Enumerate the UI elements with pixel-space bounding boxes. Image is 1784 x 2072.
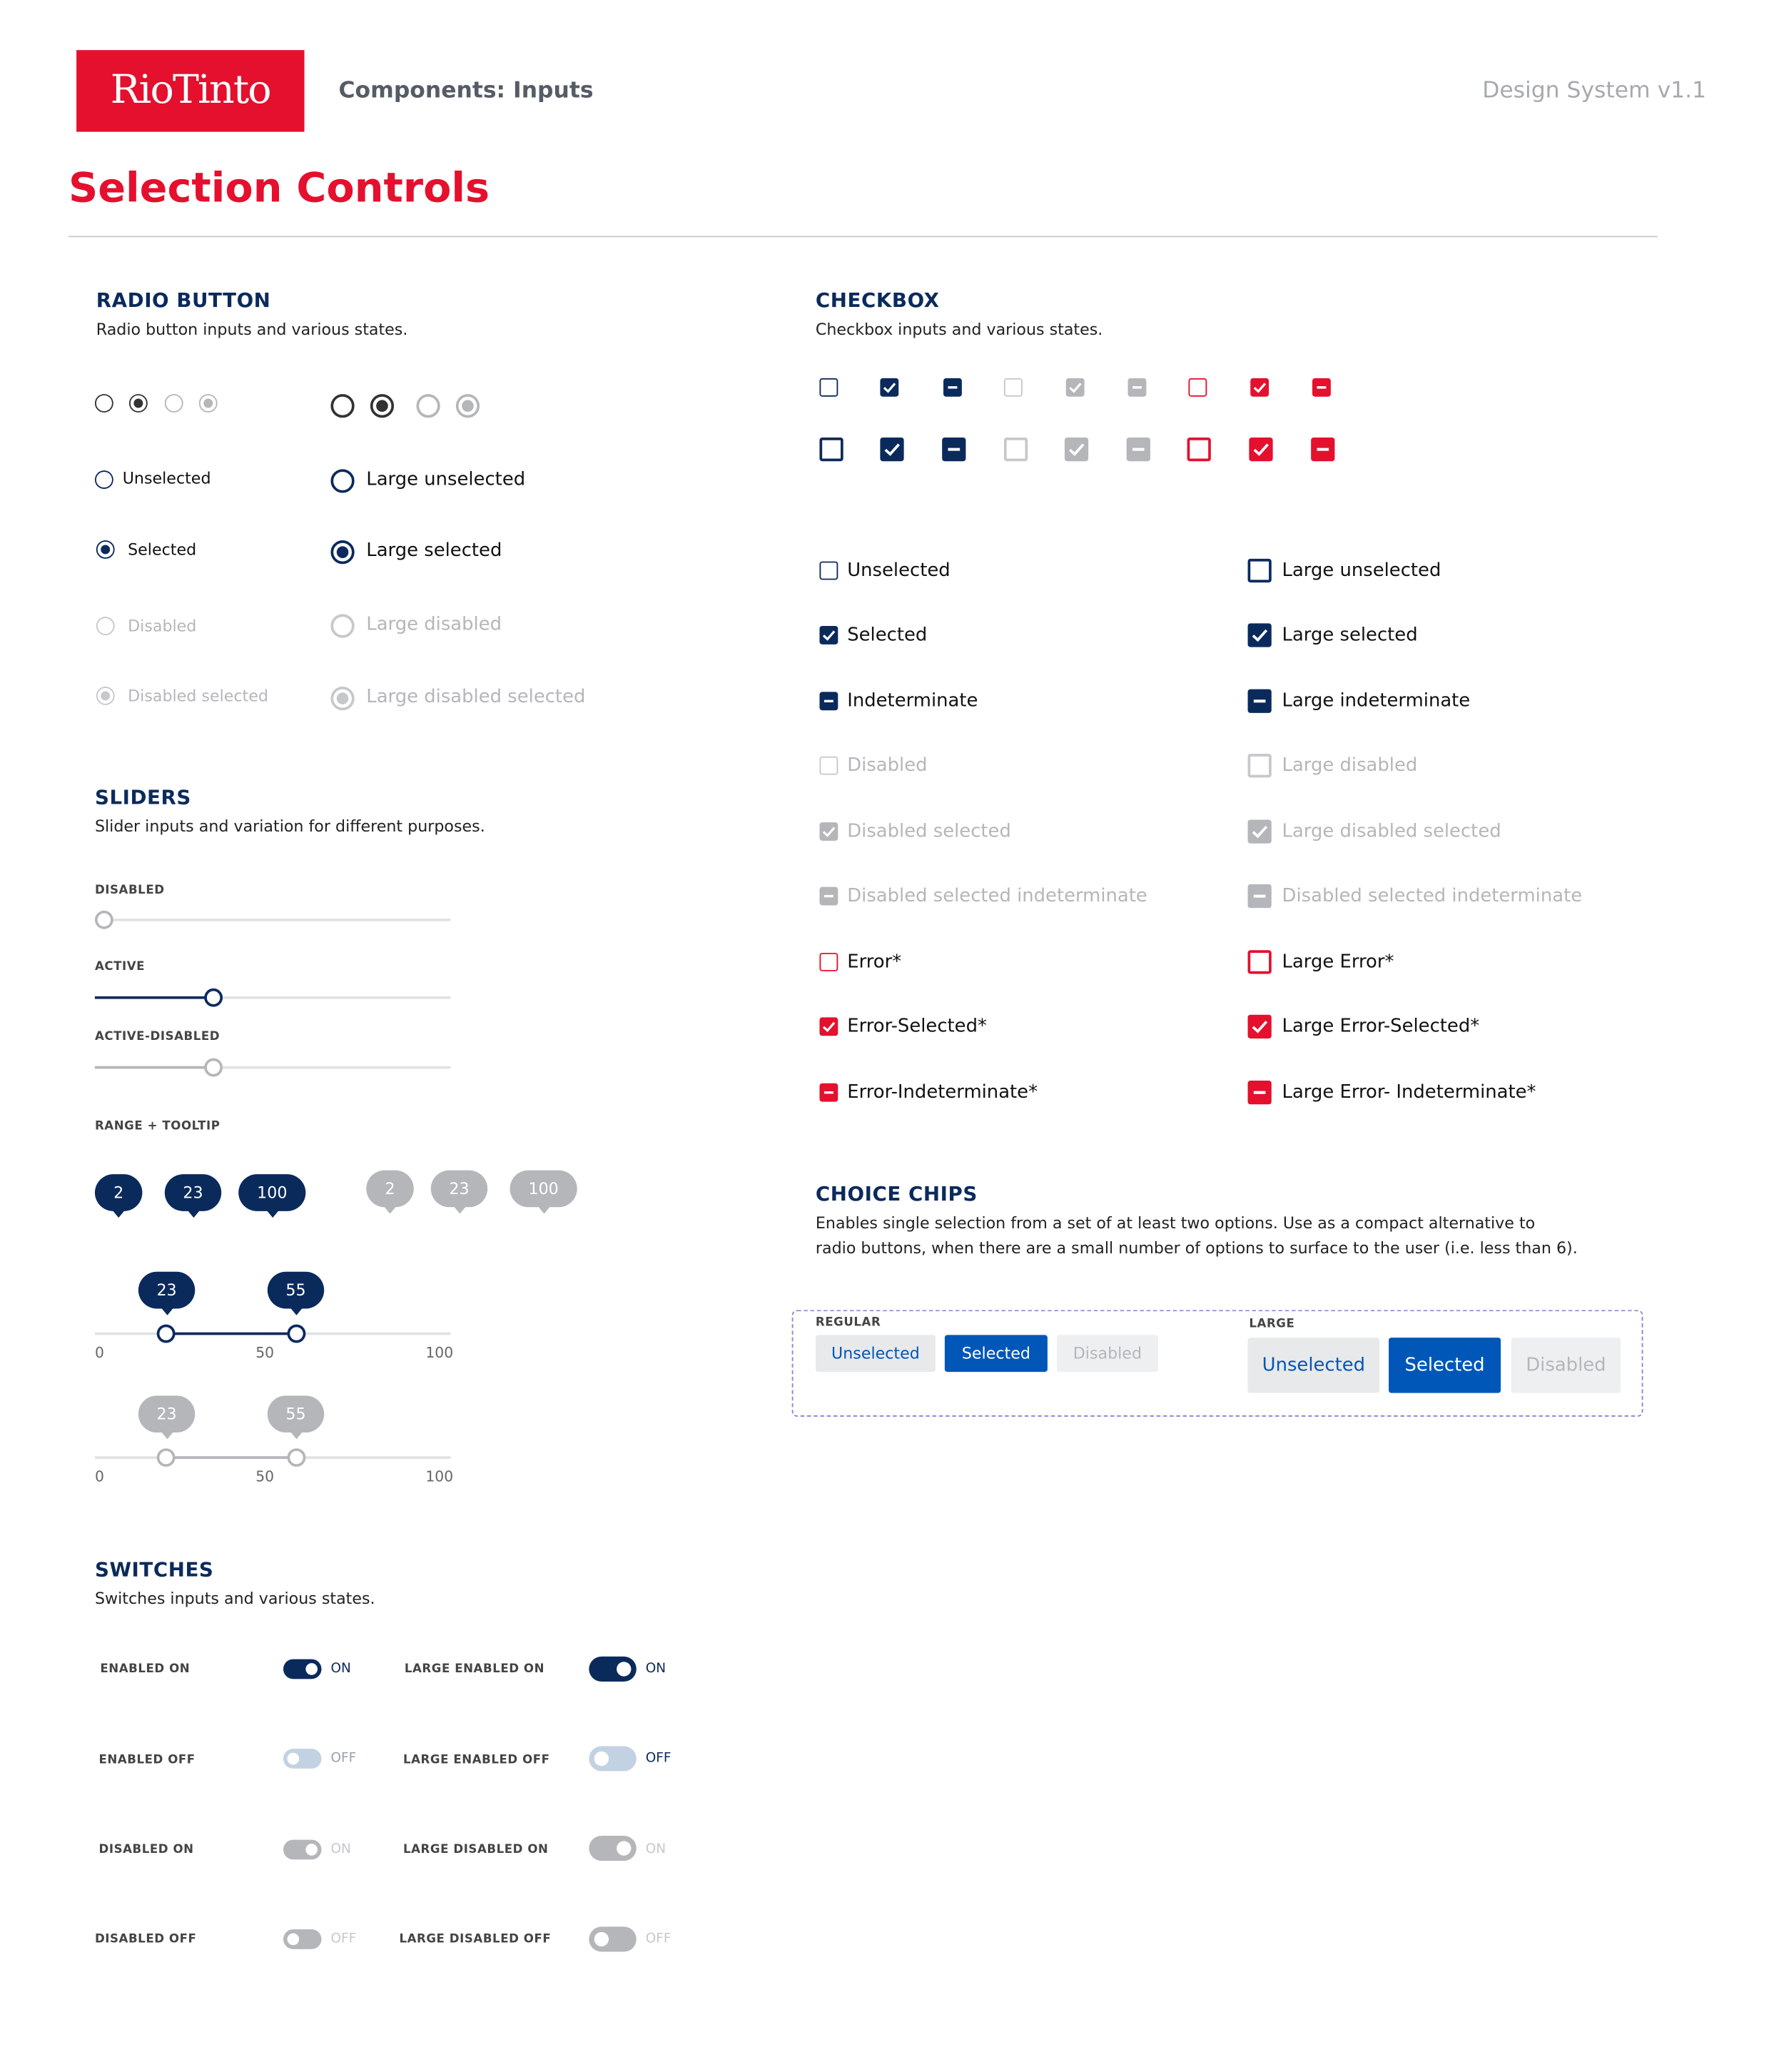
switch-label-large-disabled-off: LARGE DISABLED OFF xyxy=(399,1933,552,1947)
slider-active-disabled-fill xyxy=(95,1066,213,1069)
radio-large-disabled-selected-example xyxy=(330,687,354,710)
range-disabled-tick-100: 100 xyxy=(425,1467,454,1485)
sliders-section-title: SLIDERS xyxy=(94,785,191,809)
range-slider-fill xyxy=(166,1333,297,1335)
checkbox-large-indeterminate-example[interactable] xyxy=(1248,689,1272,713)
tooltip-disabled-2: 2 xyxy=(366,1171,413,1208)
checkbox-section-desc: Checkbox inputs and various states. xyxy=(815,320,1103,339)
checkbox-label-large-disabled-indeterminate: Disabled selected indeterminate xyxy=(1282,885,1583,907)
range-disabled-thumb-high xyxy=(288,1448,306,1467)
chip-regular-unselected[interactable]: Unselected xyxy=(816,1335,936,1372)
slider-active-fill xyxy=(95,996,213,999)
checkbox-indeterminate[interactable] xyxy=(943,378,962,397)
checkbox-label-large-unselected: Large unselected xyxy=(1282,560,1441,582)
radio-large-unselected[interactable] xyxy=(330,394,354,418)
switch-large-enabled-off[interactable] xyxy=(589,1746,636,1771)
radio-label-unselected: Unselected xyxy=(122,469,211,488)
tooltip-active-100: 100 xyxy=(238,1174,305,1211)
radio-large-disabled xyxy=(416,394,440,418)
radio-section-title: RADIO BUTTON xyxy=(96,288,271,313)
slider-active-disabled-label: ACTIVE-DISABLED xyxy=(94,1030,221,1044)
checkbox-large-error-selected[interactable] xyxy=(1249,438,1272,461)
radio-section-desc: Radio button inputs and various states. xyxy=(96,320,408,339)
range-tooltip-low: 23 xyxy=(138,1272,195,1309)
tooltip-active-2: 2 xyxy=(95,1174,142,1211)
range-tick-50: 50 xyxy=(255,1344,275,1362)
page-title: Selection Controls xyxy=(69,164,490,213)
checkbox-error-indeterminate-example[interactable] xyxy=(819,1083,838,1102)
checkbox-unselected[interactable] xyxy=(819,378,838,397)
checkbox-indeterminate-example[interactable] xyxy=(819,692,838,710)
range-disabled-tooltip-high: 55 xyxy=(268,1395,324,1432)
chips-section-desc-line1: Enables single selection from a set of at least two options. Use as a compact alternative to xyxy=(815,1213,1536,1233)
chips-regular-label: REGULAR xyxy=(815,1316,881,1330)
radio-label-large-selected: Large selected xyxy=(366,540,502,562)
chip-large-selected[interactable]: Selected xyxy=(1389,1338,1501,1393)
switch-disabled-on xyxy=(283,1840,322,1860)
range-disabled-thumb-low xyxy=(157,1448,176,1467)
checkbox-error-selected[interactable] xyxy=(1250,378,1269,397)
section-title: Components: Inputs xyxy=(338,77,594,104)
checkbox-error[interactable] xyxy=(1188,378,1207,397)
checkbox-disabled-selected xyxy=(1066,378,1085,397)
checkbox-label-large-disabled-selected: Large disabled selected xyxy=(1282,821,1501,842)
tooltip-active-23: 23 xyxy=(165,1174,221,1211)
checkbox-disabled-example xyxy=(819,757,838,775)
switch-disabled-state-on: ON xyxy=(330,1842,351,1857)
switch-enabled-on[interactable] xyxy=(283,1659,322,1679)
checkbox-label-disabled-selected: Disabled selected xyxy=(847,821,1011,842)
checkbox-selected[interactable] xyxy=(880,378,898,397)
switch-large-disabled-state-off: OFF xyxy=(645,1931,671,1947)
radio-selected[interactable] xyxy=(129,394,148,413)
checkbox-label-large-indeterminate: Large indeterminate xyxy=(1282,690,1471,712)
switch-large-state-on: ON xyxy=(645,1662,667,1677)
checkbox-large-selected-example[interactable] xyxy=(1248,623,1272,647)
range-tooltip-high: 55 xyxy=(268,1272,324,1309)
switch-large-enabled-on[interactable] xyxy=(589,1657,636,1682)
switch-disabled-off xyxy=(283,1929,322,1949)
checkbox-error-indeterminate[interactable] xyxy=(1312,378,1331,397)
checkbox-label-unselected: Unselected xyxy=(847,560,951,582)
switch-label-enabled-on: ENABLED ON xyxy=(100,1663,191,1677)
switch-large-disabled-state-on: ON xyxy=(645,1842,667,1857)
checkbox-large-error[interactable] xyxy=(1187,438,1211,461)
checkbox-large-error-selected-example[interactable] xyxy=(1248,1015,1272,1038)
checkbox-selected-example[interactable] xyxy=(819,626,838,645)
checkbox-disabled-selected-example xyxy=(819,822,838,841)
checkbox-disabled-indeterminate-example xyxy=(819,887,838,906)
title-divider xyxy=(69,236,1658,238)
chips-section-title: CHOICE CHIPS xyxy=(815,1182,978,1206)
switch-label-large-enabled-off: LARGE ENABLED OFF xyxy=(402,1754,550,1768)
checkbox-error-example[interactable] xyxy=(819,953,838,971)
checkbox-error-selected-example[interactable] xyxy=(819,1017,838,1036)
checkbox-large-error-indeterminate-example[interactable] xyxy=(1248,1081,1272,1104)
switch-large-disabled-on xyxy=(589,1836,636,1861)
radio-label-disabled: Disabled xyxy=(128,617,197,635)
chip-large-disabled: Disabled xyxy=(1511,1338,1621,1393)
checkbox-label-large-selected: Large selected xyxy=(1282,625,1418,646)
sliders-section-desc: Slider inputs and variation for different purposes. xyxy=(94,817,485,836)
switch-label-large-disabled-on: LARGE DISABLED ON xyxy=(402,1844,549,1857)
checkbox-label-large-error-indeterminate: Large Error- Indeterminate* xyxy=(1282,1081,1536,1103)
checkbox-label-error-selected: Error-Selected* xyxy=(847,1016,987,1038)
radio-large-unselected-example[interactable] xyxy=(330,469,354,492)
checkbox-large-selected[interactable] xyxy=(880,438,903,461)
chips-large-label: LARGE xyxy=(1249,1318,1295,1331)
range-slider-thumb-high[interactable] xyxy=(288,1325,306,1343)
radio-unselected[interactable] xyxy=(95,394,113,413)
range-disabled-tick-0: 0 xyxy=(94,1467,104,1485)
radio-label-selected: Selected xyxy=(128,540,197,559)
tooltip-disabled-23: 23 xyxy=(431,1171,487,1208)
slider-active-label: ACTIVE xyxy=(94,961,146,974)
checkbox-section-title: CHECKBOX xyxy=(815,288,940,313)
checkbox-label-error-indeterminate: Error-Indeterminate* xyxy=(847,1081,1038,1103)
radio-label-large-disabled: Large disabled xyxy=(366,614,502,635)
range-disabled-tooltip-low: 23 xyxy=(138,1395,195,1432)
slider-range-tooltip-label: RANGE + TOOLTIP xyxy=(94,1120,221,1133)
switch-enabled-off[interactable] xyxy=(283,1749,322,1769)
radio-label-large-disabled-selected: Large disabled selected xyxy=(366,686,586,708)
checkbox-label-selected: Selected xyxy=(847,625,928,646)
slider-active-disabled-thumb xyxy=(204,1058,223,1077)
checkbox-label-large-disabled: Large disabled xyxy=(1282,754,1418,777)
range-tick-100: 100 xyxy=(425,1344,454,1362)
checkbox-large-unselected-example[interactable] xyxy=(1248,559,1272,582)
checkbox-large-unselected[interactable] xyxy=(819,438,843,461)
radio-unselected-example[interactable] xyxy=(95,470,113,489)
switch-large-state-off: OFF xyxy=(645,1751,671,1767)
radio-label-disabled-selected: Disabled selected xyxy=(128,686,268,705)
radio-large-selected[interactable] xyxy=(370,394,394,418)
chip-regular-disabled: Disabled xyxy=(1057,1335,1158,1372)
chip-large-unselected[interactable]: Unselected xyxy=(1248,1338,1380,1393)
checkbox-label-disabled: Disabled xyxy=(847,754,928,777)
chips-section-desc-line2: radio buttons, when there are a small number of options to surface to the user (i.e. less than 6). xyxy=(815,1238,1578,1258)
radio-label-large-unselected: Large unselected xyxy=(366,469,526,490)
checkbox-disabled-indeterminate xyxy=(1128,378,1147,397)
checkbox-label-large-error-selected: Large Error-Selected* xyxy=(1282,1016,1480,1038)
checkbox-large-disabled xyxy=(1004,438,1028,461)
checkbox-large-disabled-selected xyxy=(1065,438,1088,461)
slider-disabled-label: DISABLED xyxy=(94,884,165,898)
switches-section-title: SWITCHES xyxy=(94,1557,214,1582)
slider-disabled-track xyxy=(95,919,451,921)
radio-disabled xyxy=(165,394,183,413)
checkbox-label-disabled-indeterminate: Disabled selected indeterminate xyxy=(847,885,1147,907)
checkbox-disabled xyxy=(1004,378,1023,397)
radio-disabled-selected-example xyxy=(96,687,115,705)
switch-label-disabled-on: DISABLED ON xyxy=(98,1844,194,1857)
switch-label-enabled-off: ENABLED OFF xyxy=(98,1754,196,1768)
checkbox-large-disabled-example xyxy=(1248,754,1272,777)
rio-tinto-logo: RioTinto xyxy=(76,50,304,131)
switch-label-disabled-off: DISABLED OFF xyxy=(94,1933,197,1947)
switch-state-off: OFF xyxy=(330,1751,357,1767)
checkbox-label-large-error: Large Error* xyxy=(1282,951,1394,973)
switch-large-disabled-off xyxy=(589,1926,636,1951)
checkbox-large-disabled-selected-example xyxy=(1248,819,1272,843)
radio-large-selected-example[interactable] xyxy=(330,540,354,564)
radio-selected-example[interactable] xyxy=(96,540,115,559)
checkbox-unselected-example[interactable] xyxy=(819,562,838,580)
radio-large-disabled-selected xyxy=(456,394,480,418)
checkbox-large-error-example[interactable] xyxy=(1248,950,1272,974)
range-disabled-fill xyxy=(166,1456,297,1459)
slider-active-thumb[interactable] xyxy=(204,989,223,1007)
chip-regular-selected[interactable]: Selected xyxy=(945,1335,1048,1372)
radio-large-disabled-example xyxy=(330,614,354,637)
range-tick-0: 0 xyxy=(94,1344,104,1362)
checkbox-large-indeterminate[interactable] xyxy=(942,438,966,461)
checkbox-large-disabled-indeterminate xyxy=(1127,438,1150,461)
checkbox-label-error: Error* xyxy=(847,951,902,973)
switch-label-large-enabled-on: LARGE ENABLED ON xyxy=(404,1663,545,1677)
range-slider-thumb-low[interactable] xyxy=(157,1325,176,1343)
checkbox-large-error-indeterminate[interactable] xyxy=(1311,438,1334,461)
checkbox-large-disabled-indeterminate-example xyxy=(1248,884,1272,908)
design-system-version: Design System v1.1 xyxy=(1482,77,1707,104)
radio-disabled-example xyxy=(96,617,115,635)
switches-section-desc: Switches inputs and various states. xyxy=(94,1589,375,1608)
checkbox-label-indeterminate: Indeterminate xyxy=(847,690,978,712)
slider-disabled-thumb xyxy=(95,911,113,929)
radio-disabled-selected xyxy=(199,394,218,413)
switch-disabled-state-off: OFF xyxy=(330,1931,357,1947)
switch-state-on: ON xyxy=(330,1662,351,1677)
tooltip-disabled-100: 100 xyxy=(510,1171,577,1208)
range-disabled-tick-50: 50 xyxy=(255,1467,275,1485)
